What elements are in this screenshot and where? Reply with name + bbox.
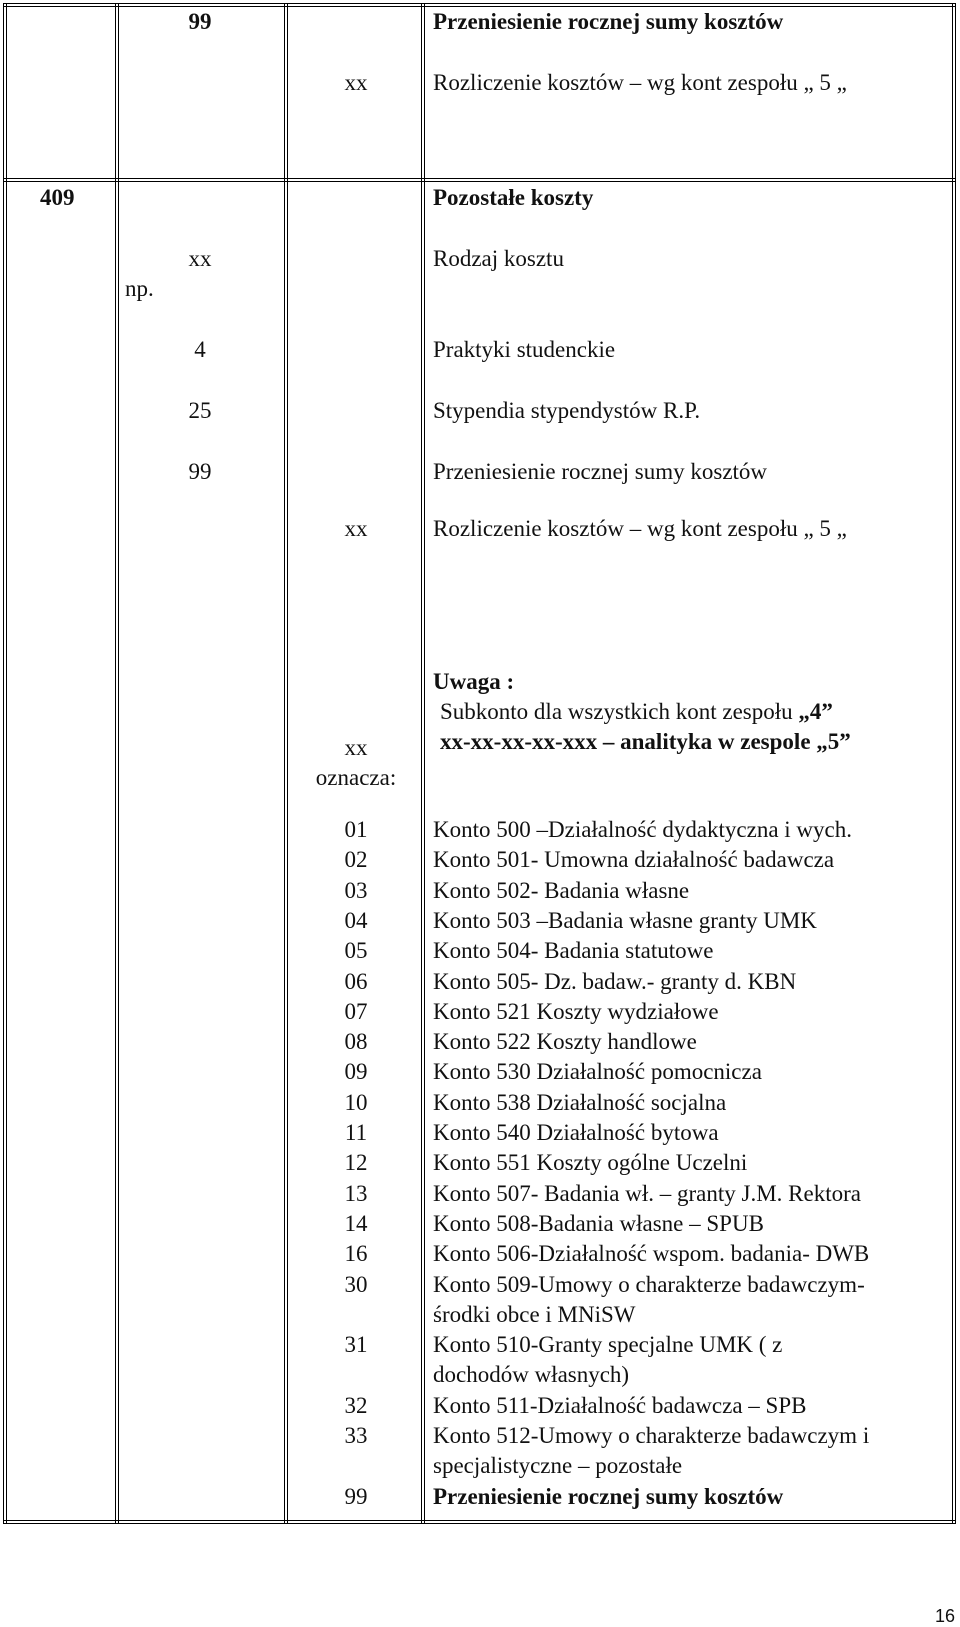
account-code: 13 (344, 1180, 368, 1206)
account-code: 11 (344, 1120, 368, 1145)
account-label: Konto 521 Koszty wydziałowe (433, 998, 719, 1024)
top-code-xx: xx (344, 70, 368, 95)
block-409-item-label: Praktyki studenckie (433, 337, 616, 362)
account-code: 02 (344, 847, 368, 873)
account-label: Konto 522 Koszty handlowe (433, 1029, 697, 1055)
block-409-item-label: Stypendia stypendystów R.P. (433, 398, 701, 423)
account-code: 33 (344, 1423, 368, 1448)
account-label: Konto 530 Działalność pomocnicza (433, 1059, 762, 1085)
table-border-bottom (3, 1520, 956, 1524)
block-409-np: np. (125, 276, 154, 301)
account-label: Konto 538 Działalność socjalna (433, 1089, 727, 1115)
account-code: 03 (344, 877, 368, 903)
block-409-item-code: 25 (188, 398, 212, 423)
top-label-99: Przeniesienie rocznej sumy kosztów (433, 9, 784, 34)
account-code: 32 (344, 1392, 368, 1418)
note-line-1-bold: „4” (798, 699, 833, 724)
page-number: 16 (935, 1606, 956, 1626)
block-409-code: 409 (40, 185, 75, 210)
block-409-rodzaj: Rodzaj kosztu (433, 246, 564, 271)
account-label: Konto 540 Działalność bytowa (433, 1120, 719, 1145)
block-409-label-xx: Rozliczenie kosztów – wg kont zespołu „ 5 „ (433, 516, 847, 541)
table-border-right (952, 3, 956, 1524)
note-oznacza: oznacza: (315, 765, 397, 790)
account-label: dochodów własnych) (433, 1362, 630, 1388)
account-label: Konto 507- Badania wł. – granty J.M. Rektora (433, 1180, 861, 1206)
account-label: Konto 503 –Badania własne granty UMK (433, 907, 817, 933)
row-divider (3, 178, 956, 182)
account-code: 04 (344, 907, 368, 933)
table-border-top (3, 3, 956, 7)
block-409-item-code: 4 (194, 337, 206, 362)
top-label-xx: Rozliczenie kosztów – wg kont zespołu „ 5 „ (433, 70, 847, 95)
account-label: Konto 506-Działalność wspom. badania- DWB (433, 1241, 870, 1267)
account-code: 10 (344, 1089, 368, 1115)
account-code: 12 (344, 1150, 368, 1176)
note-uwaga: Uwaga : (433, 669, 515, 694)
note-line-1 (440, 699, 833, 725)
account-code: 05 (344, 938, 368, 964)
column-divider-2 (284, 3, 288, 1524)
account-code: 99 (344, 1483, 368, 1509)
account-label: Konto 500 –Działalność dydaktyczna i wych. (433, 817, 852, 842)
column-divider-1 (115, 3, 119, 1524)
block-409-item-code: 99 (188, 459, 212, 484)
block-409-code-xx: xx (344, 516, 368, 541)
account-label: Konto 512-Umowy o charakterze badawczym i (433, 1423, 870, 1448)
top-code-99: 99 (188, 9, 212, 34)
account-code: 16 (344, 1241, 368, 1267)
block-409-xx: xx (188, 246, 212, 271)
table-border-left (3, 3, 7, 1524)
account-label: Konto 509-Umowy o charakterze badawczym- (433, 1271, 865, 1297)
account-code: 06 (344, 968, 368, 994)
account-label: Konto 510-Granty specjalne UMK ( z (433, 1332, 783, 1358)
account-code: 14 (344, 1210, 368, 1236)
account-label: Konto 504- Badania statutowe (433, 938, 714, 964)
account-code: 31 (344, 1332, 368, 1358)
note-line-2: xx-xx-xx-xx-xxx – analityka w zespole „5” (440, 729, 851, 754)
account-label: Przeniesienie rocznej sumy kosztów (433, 1483, 784, 1509)
account-code: 09 (344, 1059, 368, 1085)
account-code: 08 (344, 1029, 368, 1055)
account-code: 01 (344, 817, 368, 842)
account-label: Konto 501- Umowna działalność badawcza (433, 847, 835, 873)
column-divider-3 (421, 3, 425, 1524)
block-409-item-label: Przeniesienie rocznej sumy kosztów (433, 459, 768, 484)
account-label: specjalistyczne – pozostałe (433, 1453, 683, 1479)
account-code: 07 (344, 998, 368, 1024)
account-label: Konto 511-Działalność badawcza – SPB (433, 1392, 807, 1418)
account-code: 30 (344, 1271, 368, 1297)
block-409-title: Pozostałe koszty (433, 185, 594, 210)
account-label: Konto 508-Badania własne – SPUB (433, 1210, 764, 1236)
account-label: środki obce i MNiSW (433, 1301, 636, 1327)
account-label: Konto 505- Dz. badaw.- granty d. KBN (433, 968, 797, 994)
note-xx: xx (344, 735, 368, 760)
note-line-1-text: Subkonto dla wszystkich kont zespołu (440, 699, 793, 724)
account-label: Konto 551 Koszty ogólne Uczelni (433, 1150, 748, 1176)
account-label: Konto 502- Badania własne (433, 877, 690, 903)
